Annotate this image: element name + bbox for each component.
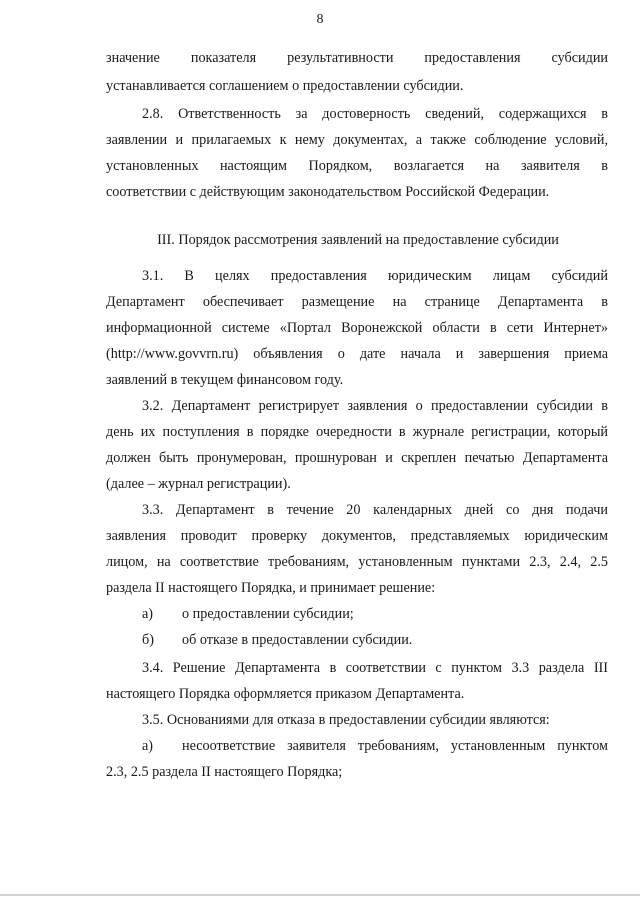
text-line: настоящего Порядка оформляется приказом Департамента.: [106, 686, 465, 702]
text-line: соответствии с действующим законодательством Российской Федерации.: [106, 184, 550, 200]
list-marker: а): [142, 738, 154, 754]
text-line: (http://www.govvrn.ru) объявления о дате начала и завершения приема: [106, 346, 608, 362]
list-marker: б): [142, 632, 154, 648]
text-line: устанавливается соглашением о предоставлении субсидии.: [106, 78, 464, 94]
text-line: заявления проводит проверку документов, представляемых юридическим: [106, 528, 608, 544]
text-line: 3.4. Решение Департамента в соответствии с пунктом 3.3 раздела III: [142, 660, 608, 676]
text-line: 3.3. Департамент в течение 20 календарных дней со дня подачи: [142, 502, 608, 518]
text-line: 2.8. Ответственность за достоверность сведений, содержащихся в: [142, 106, 608, 122]
text-line: 3.5. Основаниями для отказа в предоставлении субсидии являются:: [142, 712, 550, 728]
text-line: лицом, на соответствие требованиям, установленным пунктами 2.3, 2.4, 2.5: [106, 554, 608, 570]
text-line: (далее – журнал регистрации).: [106, 476, 291, 492]
text-line: заявлений в текущем финансовом году.: [106, 372, 344, 388]
text-line: 3.2. Департамент регистрирует заявления о предоставлении субсидии в: [142, 398, 608, 414]
text-line: должен быть пронумерован, прошнурован и скреплен печатью Департамента: [106, 450, 608, 466]
text-line: значение показателя результативности предоставления субсидии: [106, 50, 608, 66]
page-number: 8: [316, 12, 324, 27]
text-line: Департамент обеспечивает размещение на странице Департамента в: [106, 294, 608, 310]
text-line: 3.1. В целях предоставления юридическим лицам субсидий: [142, 268, 608, 284]
list-marker: а): [142, 606, 154, 622]
text-line: раздела II настоящего Порядка, и принимает решение:: [106, 580, 436, 596]
text-line: заявлении и прилагаемых к нему документах, а также соблюдение условий,: [106, 132, 608, 148]
section-heading: III. Порядок рассмотрения заявлений на предоставление субсидии: [157, 232, 559, 248]
text-line: информационной системе «Портал Воронежской области в сети Интернет»: [106, 320, 608, 336]
list-item: об отказе в предоставлении субсидии.: [182, 632, 413, 648]
text-line: установленных настоящим Порядком, возлагается на заявителя в: [106, 158, 608, 174]
list-item: о предоставлении субсидии;: [182, 606, 354, 622]
text-line: день их поступления в порядке очередности в журнале регистрации, который: [106, 424, 608, 440]
list-item: несоответствие заявителя требованиям, установленным пунктом: [182, 738, 608, 754]
text-line: 2.3, 2.5 раздела II настоящего Порядка;: [106, 764, 343, 780]
bottom-rule: [0, 894, 640, 896]
